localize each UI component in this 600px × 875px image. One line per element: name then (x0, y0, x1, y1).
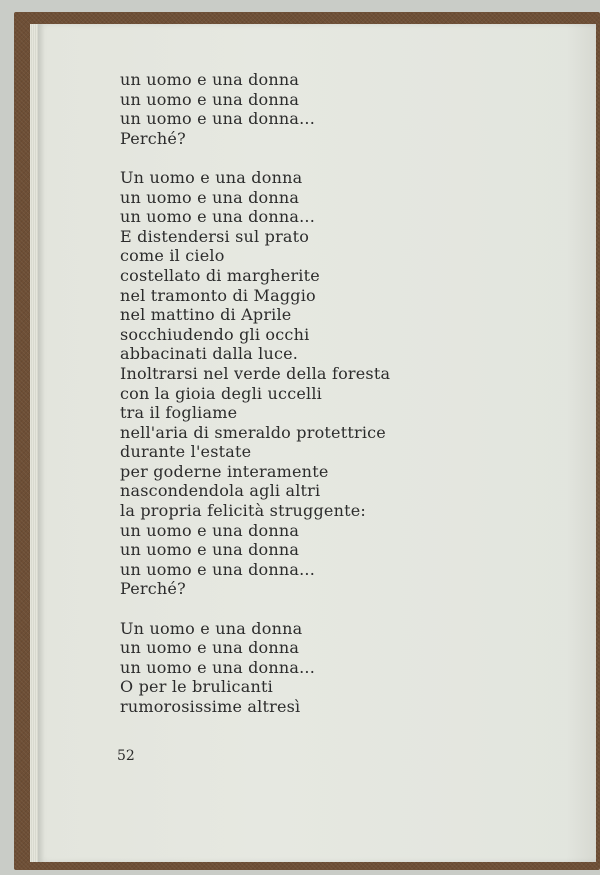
poem-line: come il cielo (120, 246, 225, 266)
poem-text (120, 70, 420, 717)
poem-line: nel tramonto di Maggio (120, 285, 316, 305)
page-number: 52 (117, 748, 135, 764)
poem-line: per goderne interamente (120, 461, 329, 481)
poem-line: la propria felicità struggente: (120, 501, 366, 521)
poem-line: un uomo e una donna (120, 540, 300, 560)
poem-line: durante l'estate (120, 442, 252, 462)
poem-line: Inoltrarsi nel verde della foresta (120, 363, 391, 383)
poem-line: tra il fogliame (120, 403, 238, 423)
poem-line: un uomo e una donna (120, 187, 300, 207)
poem-line: con la gioia degli uccelli (120, 383, 322, 403)
poem-line: un uomo e una donna... (120, 109, 315, 129)
poem-line: un uomo e una donna... (120, 559, 315, 579)
poem-line: un uomo e una donna (120, 89, 300, 109)
poem-line: E distendersi sul prato (120, 226, 310, 246)
page-right-shadow (566, 24, 596, 862)
poem-line: un uomo e una donna... (120, 657, 315, 677)
poem-line: abbacinati dalla luce. (120, 344, 299, 364)
poem-line: rumorosissime altresì (120, 697, 301, 716)
poem-line: socchiudendo gli occhi (120, 324, 310, 344)
poem-line: nascondendola agli altri (120, 481, 321, 501)
stanza-break (120, 148, 420, 168)
poem-line: Un uomo e una donna (120, 618, 303, 638)
poem-line: costellato di margherite (120, 265, 320, 285)
poem-line: un uomo e una donna (120, 638, 300, 658)
poem-line: Perché? (120, 579, 186, 599)
stanza-break (120, 599, 420, 619)
poem-line: un uomo e una donna... (120, 207, 315, 227)
poem-line: Un uomo e una donna (120, 167, 303, 187)
poem-line: un uomo e una donna (120, 70, 300, 89)
poem-line: un uomo e una donna (120, 520, 300, 540)
poem-line: nell'aria di smeraldo protettrice (120, 422, 386, 442)
poem-line: Perché? (120, 128, 186, 148)
poem-line: O per le brulicanti (120, 677, 273, 697)
poem-line: nel mattino di Aprile (120, 305, 292, 325)
